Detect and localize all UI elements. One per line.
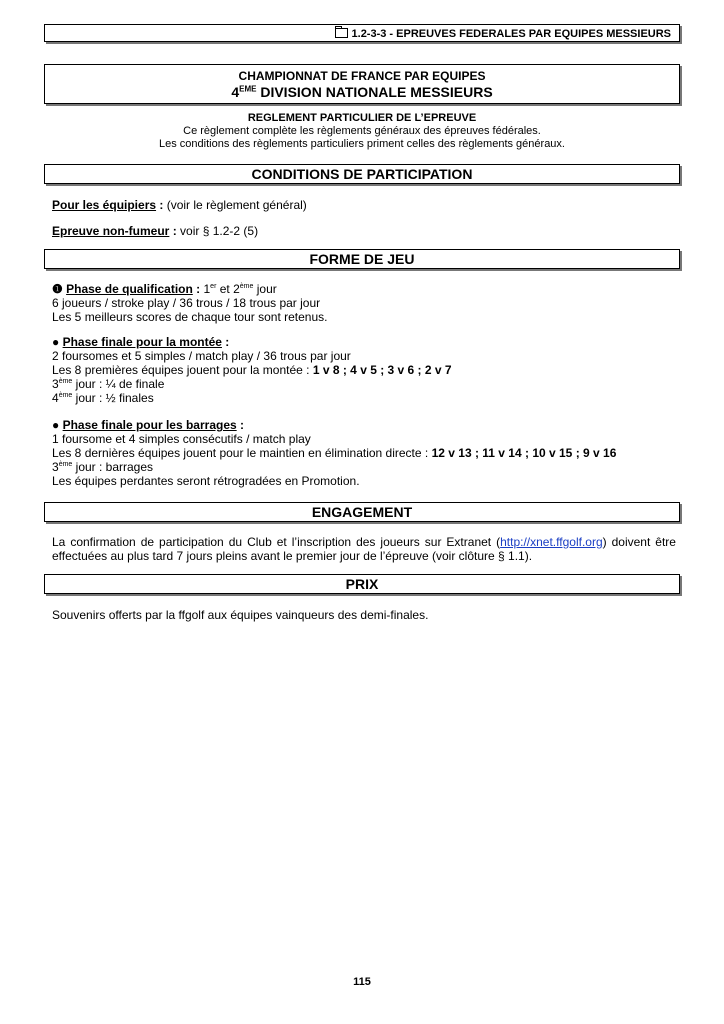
section-header-text: 1.2-3-3 - EPREUVES FEDERALES PAR EQUIPES MESSIEURS — [351, 28, 671, 40]
montee-day-3: 3 — [52, 377, 59, 391]
qualification-day-2-sup: ème — [239, 283, 254, 290]
montee-line-3 — [52, 363, 676, 377]
conditions-heading: CONDITIONS DE PARTICIPATION — [44, 164, 680, 184]
title-division-name: DIVISION NATIONALE MESSIEURS — [256, 84, 493, 100]
equipiers-paragraph — [52, 198, 676, 212]
barrages-line-2: 1 foursome et 4 simples consécutifs / match play — [52, 432, 311, 446]
nonfumeur-paragraph — [52, 224, 676, 238]
barrages-block — [52, 418, 676, 488]
nonfumeur-text: voir § 1.2-2 (5) — [176, 224, 259, 238]
title-box — [44, 64, 680, 104]
barrages-line-3-text: Les 8 dernières équipes jouent pour le maintien en élimination directe : — [52, 446, 432, 460]
montee-matchups: 1 v 8 ; 4 v 5 ; 3 v 6 ; 2 v 7 — [312, 363, 452, 377]
engagement-text-2: ) doivent être effectuées au plus tard 7 jours pleins avant le premier jour de l’épreuve (voir clôture § 1.1). — [52, 535, 676, 563]
prix-heading: PRIX — [44, 574, 680, 594]
barrages-line-3 — [52, 446, 676, 460]
title-line-1: CHAMPIONNAT DE FRANCE PAR EQUIPES — [238, 69, 486, 83]
montee-day-3-text: jour : ¼ de finale — [72, 377, 165, 391]
montee-day-4: 4 — [52, 391, 59, 405]
reglement-block — [44, 112, 680, 151]
bullet-icon: ● — [52, 335, 60, 349]
nonfumeur-label: Epreuve non-fumeur — [52, 224, 170, 238]
qualification-day-2: et 2 — [216, 282, 240, 296]
folder-icon — [335, 28, 348, 38]
qualification-label: Phase de qualification — [66, 282, 193, 296]
barrages-day-3-text: jour : barrages — [72, 460, 154, 474]
engagement-heading: ENGAGEMENT — [44, 502, 680, 522]
barrages-day-3: 3 — [52, 460, 59, 474]
barrages-day-3-sup: ème — [58, 461, 73, 468]
section-header-bar — [44, 24, 680, 42]
montee-colon: : — [221, 335, 230, 349]
qualification-title — [52, 282, 676, 296]
engagement-paragraph — [52, 535, 676, 563]
extranet-link[interactable]: http://xnet.ffgolf.org — [500, 535, 603, 549]
reglement-line-2: Les conditions des règlements particuliers priment celles des règlements généraux. — [159, 138, 565, 150]
nonfumeur-colon: : — [169, 224, 177, 238]
montee-line-4 — [52, 377, 676, 391]
equipiers-text: (voir le règlement général) — [163, 198, 307, 212]
montee-title — [52, 335, 676, 349]
qualification-day-word: jour — [253, 282, 277, 296]
qualification-day-1: 1 — [200, 282, 211, 296]
montee-block — [52, 335, 676, 405]
barrages-colon: : — [236, 418, 245, 432]
barrages-line-5: Les équipes perdantes seront rétrogradées en Promotion. — [52, 474, 360, 488]
barrages-line-4 — [52, 460, 676, 474]
title-division-number: 4 — [231, 84, 240, 100]
bullet-icon: ● — [52, 418, 60, 432]
reglement-title: REGLEMENT PARTICULIER DE L’EPREUVE — [247, 112, 477, 124]
reglement-line-1: Ce règlement complète les règlements généraux des épreuves fédérales. — [183, 125, 541, 137]
qualification-block — [52, 282, 676, 324]
montee-label: Phase finale pour la montée — [62, 335, 222, 349]
montee-day-4-text: jour : ½ finales — [72, 391, 154, 405]
montee-day-3-sup: ème — [58, 378, 73, 385]
barrages-label: Phase finale pour les barrages — [62, 418, 237, 432]
equipiers-label: Pour les équipiers — [52, 198, 157, 212]
montee-line-2: 2 foursomes et 5 simples / match play / 36 trous par jour — [52, 349, 351, 363]
page-number: 115 — [353, 976, 371, 988]
montee-line-3-text: Les 8 premières équipes jouent pour la montée : — [52, 363, 313, 377]
qualification-line-2: 6 joueurs / stroke play / 36 trous / 18 trous par jour — [52, 296, 321, 310]
prix-paragraph: Souvenirs offerts par la ffgolf aux équipes vainqueurs des demi-finales. — [52, 608, 429, 622]
title-line-2 — [45, 84, 679, 100]
equipiers-colon: : — [156, 198, 164, 212]
barrages-title — [52, 418, 676, 432]
qualification-line-3: Les 5 meilleurs scores de chaque tour sont retenus. — [52, 310, 328, 324]
barrages-matchups: 12 v 13 ; 11 v 14 ; 10 v 15 ; 9 v 16 — [431, 446, 617, 460]
montee-line-5 — [52, 391, 676, 405]
engagement-text-1: La confirmation de participation du Club et l’inscription des joueurs sur Extranet ( — [52, 535, 501, 549]
circled-one-icon: ❶ — [52, 282, 63, 296]
qualification-colon: : — [192, 282, 201, 296]
forme-heading: FORME DE JEU — [44, 249, 680, 269]
qualification-day-1-sup: er — [210, 283, 217, 290]
title-division-suffix: EME — [239, 84, 257, 94]
montee-day-4-sup: ème — [58, 392, 73, 399]
